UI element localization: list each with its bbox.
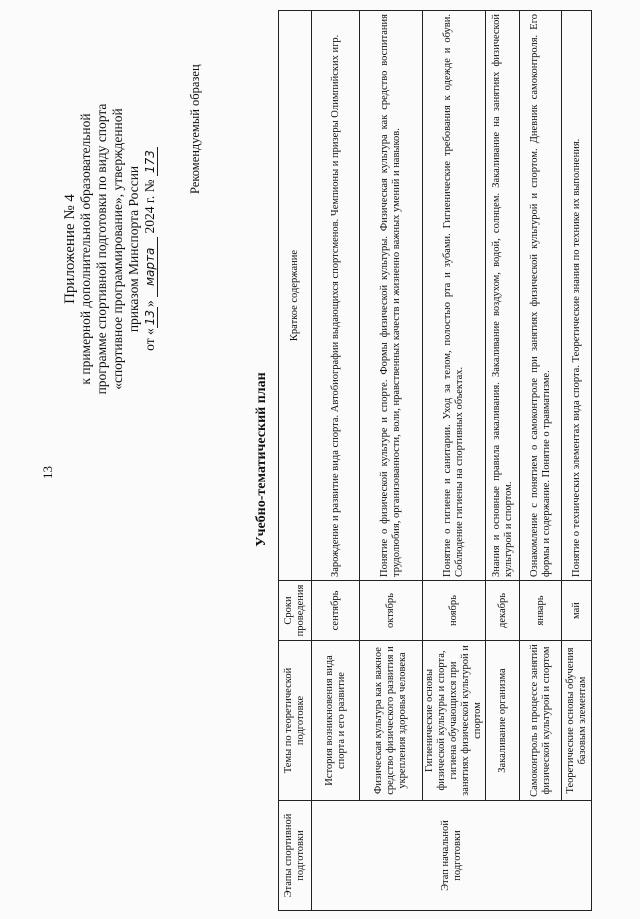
table-row (486, 11, 520, 911)
term-cell: сентябрь (312, 581, 360, 641)
term-cell: ноябрь (423, 581, 486, 641)
topic-cell: Теоретические основы обучения базовым элементам (562, 641, 592, 801)
term-cell: октябрь (360, 581, 423, 641)
content-cell: Знания и основные правила закаливания. Закаливание воздухом, водой, солнцем. Закаливание на занятиях физической культурой и спортом. (486, 11, 520, 581)
stage-cell: Этап начальной подготовки (312, 801, 592, 911)
appendix-line-5: приказом Минспорта России (126, 165, 141, 333)
appendix-line-3: программе спортивной подготовки по виду спорта (94, 103, 109, 395)
table-header-row (279, 11, 312, 911)
appendix-title: Приложение № 4 (62, 194, 78, 304)
table-row (562, 11, 592, 911)
table-row (520, 11, 562, 911)
topic-cell: Самоконтроль в процессе занятий физической культурой и спортом (520, 641, 562, 801)
page-number: 13 (40, 466, 55, 479)
table-row (360, 11, 423, 911)
content-cell: Ознакомление с понятием о самоконтроле при занятиях физической культурой и спортом. Дневник самоконтроля. Его формы и содержание. Понятие о травматизме. (520, 11, 562, 581)
header-content: Краткое содержание (279, 11, 312, 581)
order-number: 173 (144, 147, 158, 176)
recommended-sample-label: Рекомендуемый образец (188, 64, 202, 194)
term-cell: январь (520, 581, 562, 641)
topic-cell: Закаливание организма (486, 641, 520, 801)
date-month: марта (144, 237, 158, 297)
header-topic: Темы по теоретической подготовке (279, 641, 312, 801)
content-cell: Понятие о технических элементах вида спорта. Теоретические знания по технике их выполнения. (562, 11, 592, 581)
date-year: 2024 г. № (142, 179, 157, 234)
content-cell: Понятие о гигиене и санитарии. Уход за телом, полостью рта и зубами. Гигиенические требования к одежде и обуви. Соблюдение гигиены на спортивных объектах. (423, 11, 486, 581)
header-stage: Этапы спортивной подготовки (279, 801, 312, 911)
appendix-line-4: «спортивное программирование», утвержденной (110, 108, 125, 390)
content-cell: Понятие о физической культуре и спорте. Формы физической культуры. Физическая культура как средство воспитания трудолюбия, организованности, воли, нравственных качеств и жизненно важных умений и навыков. (360, 11, 423, 581)
topic-cell: Физическая культура как важное средство физического развития и укрепления здоровья человека (360, 641, 423, 801)
appendix-header (62, 19, 158, 479)
thematic-plan-table (278, 10, 592, 911)
appendix-date-line (142, 19, 158, 479)
topic-cell: Гигиенические основы физической культуры и спорта, гигиена обучающихся при занятиях физической культурой и спортом (423, 641, 486, 801)
term-cell: декабрь (486, 581, 520, 641)
date-day: 13 (144, 307, 158, 328)
table-row (423, 11, 486, 911)
header-term: Сроки проведения (279, 581, 312, 641)
appendix-line-2: к примерной дополнительной образовательной (78, 113, 93, 385)
plan-title: Учебно-тематический план (254, 372, 269, 547)
table-row (312, 11, 360, 911)
date-mid: » (142, 300, 157, 307)
term-cell: май (562, 581, 592, 641)
content-cell: Зарождение и развитие вида спорта. Автобиографии выдающихся спортсменов. Чемпионы и призеры Олимпийских игр. (312, 11, 360, 581)
topic-cell: История возникновения вида спорта и его развитие (312, 641, 360, 801)
date-prefix: от « (142, 328, 157, 351)
